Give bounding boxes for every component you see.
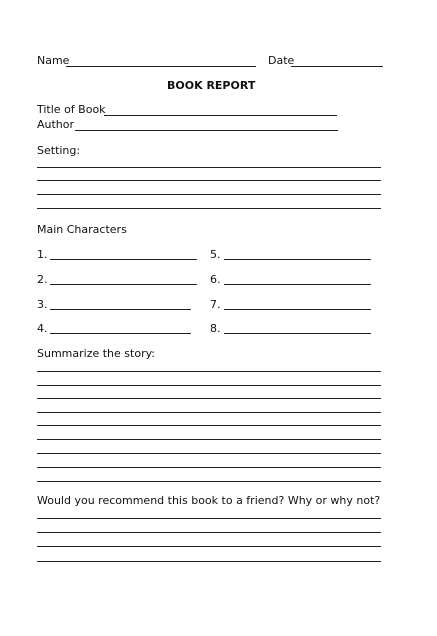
summary-line[interactable] — [37, 385, 381, 386]
recommend-line[interactable] — [37, 546, 381, 547]
character-number: 2. — [37, 273, 48, 286]
date-field-line[interactable] — [291, 66, 383, 67]
author-line[interactable] — [75, 130, 338, 131]
character-line[interactable] — [224, 259, 371, 260]
summary-line[interactable] — [37, 412, 381, 413]
summary-label: Summarize the story: — [37, 347, 156, 360]
character-line[interactable] — [50, 259, 197, 260]
recommend-line[interactable] — [37, 518, 381, 519]
character-number: 5. — [210, 248, 221, 261]
character-line[interactable] — [224, 284, 371, 285]
recommend-question: Would you recommend this book to a friend? Why or why not? — [37, 494, 381, 507]
character-number: 8. — [210, 322, 221, 335]
recommend-line[interactable] — [37, 532, 381, 533]
character-line[interactable] — [224, 333, 371, 334]
name-label: Name — [37, 54, 70, 67]
summary-line[interactable] — [37, 425, 381, 426]
setting-label: Setting: — [37, 144, 81, 157]
title-of-book-label: Title of Book — [37, 103, 106, 116]
summary-line[interactable] — [37, 481, 381, 482]
page-title: BOOK REPORT — [167, 79, 256, 92]
character-line[interactable] — [224, 309, 371, 310]
character-number: 4. — [37, 322, 48, 335]
main-characters-label: Main Characters — [37, 223, 127, 236]
setting-line[interactable] — [37, 194, 381, 195]
summary-line[interactable] — [37, 453, 381, 454]
summary-line[interactable] — [37, 371, 381, 372]
recommend-line[interactable] — [37, 561, 381, 562]
summary-line[interactable] — [37, 467, 381, 468]
character-number: 3. — [37, 298, 48, 311]
character-number: 1. — [37, 248, 48, 261]
character-number: 7. — [210, 298, 221, 311]
title-of-book-line[interactable] — [104, 115, 337, 116]
author-label: Author — [37, 118, 75, 131]
summary-line[interactable] — [37, 398, 381, 399]
setting-line[interactable] — [37, 180, 381, 181]
character-number: 6. — [210, 273, 221, 286]
character-line[interactable] — [50, 333, 191, 334]
summary-line[interactable] — [37, 439, 381, 440]
name-field-line[interactable] — [66, 66, 256, 67]
setting-line[interactable] — [37, 208, 381, 209]
character-line[interactable] — [50, 309, 191, 310]
character-line[interactable] — [50, 284, 197, 285]
date-label: Date — [268, 54, 295, 67]
setting-line[interactable] — [37, 167, 381, 168]
